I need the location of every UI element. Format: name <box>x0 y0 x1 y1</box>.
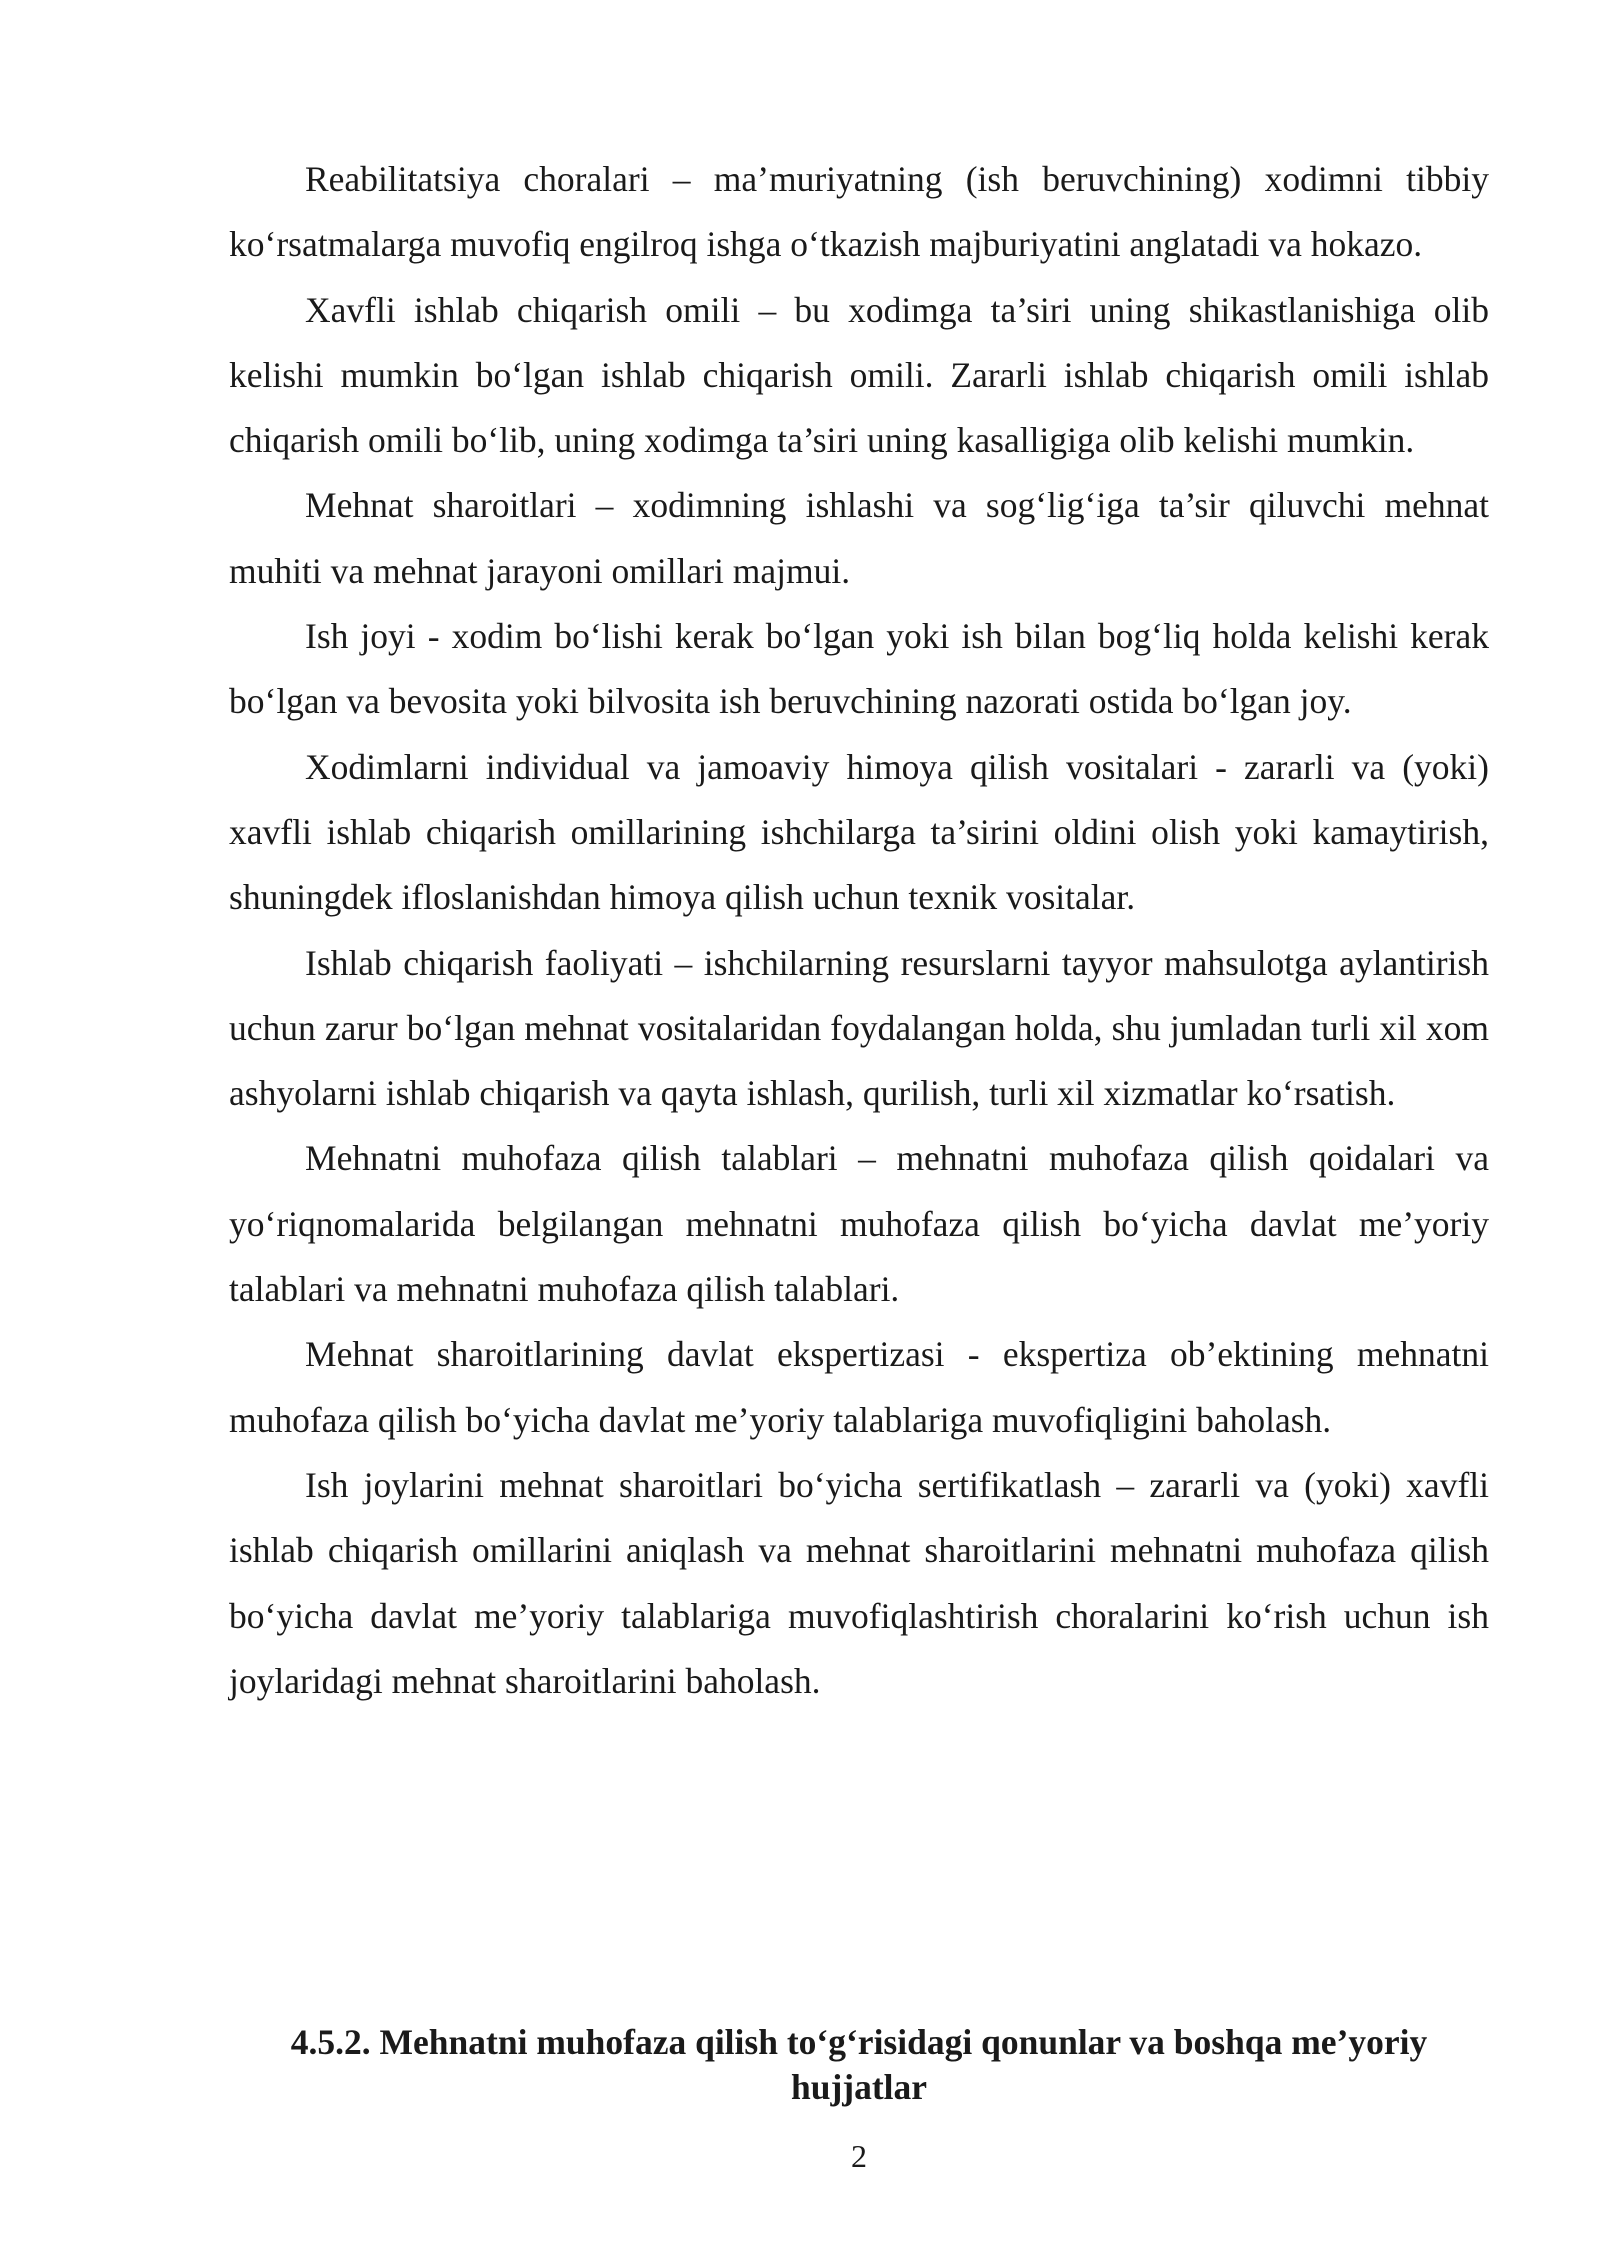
paragraph-hazardous-factor: Xavfli ishlab chiqarish omili – bu xodimga ta’siri uning shikastlanishiga olib kelishi mumkin bo‘lgan ishlab chiqarish omili. Zararli ishlab chiqarish omili ishlab chiqarish omili bo‘lib, uning xodimga ta’siri uning kasalligiga olib kelishi mumkin. <box>229 289 1489 461</box>
paragraph-safety-requirements: Mehnatni muhofaza qilish talablari – mehnatni muhofaza qilish qoidalari va yo‘riqnomalarida belgilangan mehnatni muhofaza qilish bo‘yicha davlat me’yoriy talablari va mehnatni muhofaza qilish talablari. <box>229 1138 1489 1310</box>
page-number: 2 <box>851 2138 867 2174</box>
paragraph-state-expertise: Mehnat sharoitlarining davlat ekspertizasi - ekspertiza ob’ektining mehnatni muhofaza qilish bo‘yicha davlat me’yoriy talablariga muvofiqligini baholash. <box>229 1334 1489 1440</box>
section-heading: 4.5.2. Mehnatni muhofaza qilish to‘g‘risidagi qonunlar va boshqa me’yoriy hujjatlar <box>290 2022 1428 2107</box>
document-body <box>229 147 1489 1714</box>
paragraph-production-activity: Ishlab chiqarish faoliyati – ishchilarning resurslarni tayyor mahsulotga aylantirish uchun zarur bo‘lgan mehnat vositalaridan foydalangan holda, shu jumladan turli xil xom ashyolarni ishlab chiqarish va qayta ishlash, qurilish, turli xil xizmatlar ko‘rsatish. <box>229 942 1489 1114</box>
paragraph-rehabilitation-measures: Reabilitatsiya choralari – ma’muriyatning (ish beruvchining) xodimni tibbiy ko‘rsatmalarga muvofiq engilroq ishga o‘tkazish majburiyatini anglatadi va hokazo. <box>229 159 1489 265</box>
paragraph-working-conditions: Mehnat sharoitlari – xodimning ishlashi va sog‘lig‘iga ta’sir qiluvchi mehnat muhiti va mehnat jarayoni omillari majmui. <box>229 485 1489 591</box>
paragraph-workplace: Ish joyi - xodim bo‘lishi kerak bo‘lgan yoki ish bilan bog‘liq holda kelishi kerak bo‘lgan va bevosita yoki bilvosita ish beruvchining nazorati ostida bo‘lgan joy. <box>229 616 1489 722</box>
paragraph-protective-equipment: Xodimlarni individual va jamoaviy himoya qilish vositalari - zararli va (yoki) xavfli ishlab chiqarish omillarining ishchilarga ta’sirini oldini olish yoki kamaytirish, shuningdek ifloslanishdan himoya qilish uchun texnik vositalar. <box>229 746 1489 918</box>
paragraph-workplace-certification: Ish joylarini mehnat sharoitlari bo‘yicha sertifikatlash – zararli va (yoki) xavfli ishlab chiqarish omillarini aniqlash va mehnat sharoitlarini mehnatni muhofaza qilish bo‘yicha davlat me’yoriy talablariga muvofiqlashtirish choralarini ko‘rish uchun ish joylaridagi mehnat sharoitlarini baholash. <box>229 1464 1489 1701</box>
